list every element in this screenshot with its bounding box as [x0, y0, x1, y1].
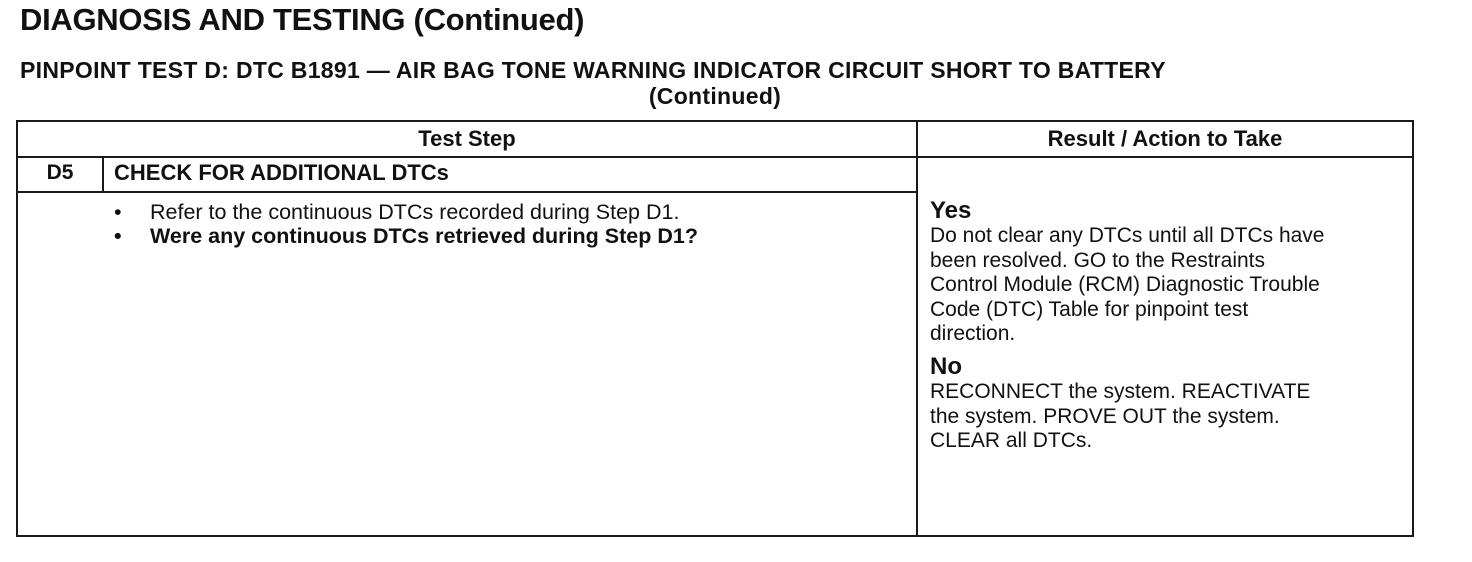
result-no-line: the system. PROVE OUT the system.: [930, 404, 1280, 428]
result-no-line: RECONNECT the system. REACTIVATE: [930, 380, 1311, 403]
column-header-test-step: Test Step: [418, 126, 516, 151]
step-instruction-text: Refer to the continuous DTCs recorded during Step D1.: [150, 200, 680, 224]
step-question-text: Were any continuous DTCs retrieved during Step D1?: [150, 224, 698, 248]
result-yes-line: Code (DTC) Table for pinpoint test: [930, 297, 1249, 321]
header-divider: [18, 156, 1412, 158]
pinpoint-test-title: [0, 57, 1430, 109]
column-divider: [916, 122, 918, 535]
pinpoint-test-title-line1: PINPOINT TEST D: DTC B1891 — AIR BAG TONE WARNING INDICATOR CIRCUIT SHORT TO BATTERY: [20, 57, 1166, 83]
result-no-label: No: [930, 353, 962, 380]
step-title-divider: [18, 191, 916, 193]
result-yes-line: Do not clear any DTCs until all DTCs have: [930, 224, 1325, 247]
step-title: CHECK FOR ADDITIONAL DTCs: [114, 160, 449, 185]
result-yes-line: Control Module (RCM) Diagnostic Trouble: [930, 273, 1320, 296]
step-id: D5: [46, 161, 74, 184]
bullet-icon: •: [114, 200, 122, 224]
result-no-line: CLEAR all DTCs.: [930, 429, 1093, 452]
pinpoint-test-title-continued: (Continued): [648, 83, 782, 109]
pinpoint-test-table: [16, 120, 1414, 537]
result-no: [930, 354, 1410, 454]
page-title: DIAGNOSIS AND TESTING (Continued): [20, 2, 585, 37]
result-yes: [930, 198, 1410, 347]
result-yes-text: [930, 224, 1410, 347]
result-yes-line: been resolved. GO to the Restraints: [930, 248, 1266, 272]
step-instruction-item: [108, 200, 698, 224]
result-no-text: [930, 380, 1410, 454]
step-question-item: [108, 224, 698, 248]
column-header-result-action: Result / Action to Take: [1047, 126, 1283, 151]
bullet-icon: •: [114, 224, 122, 248]
result-yes-line: direction.: [930, 322, 1016, 345]
step-id-divider: [102, 158, 104, 191]
result-yes-label: Yes: [930, 197, 972, 224]
step-instructions: [108, 200, 698, 248]
